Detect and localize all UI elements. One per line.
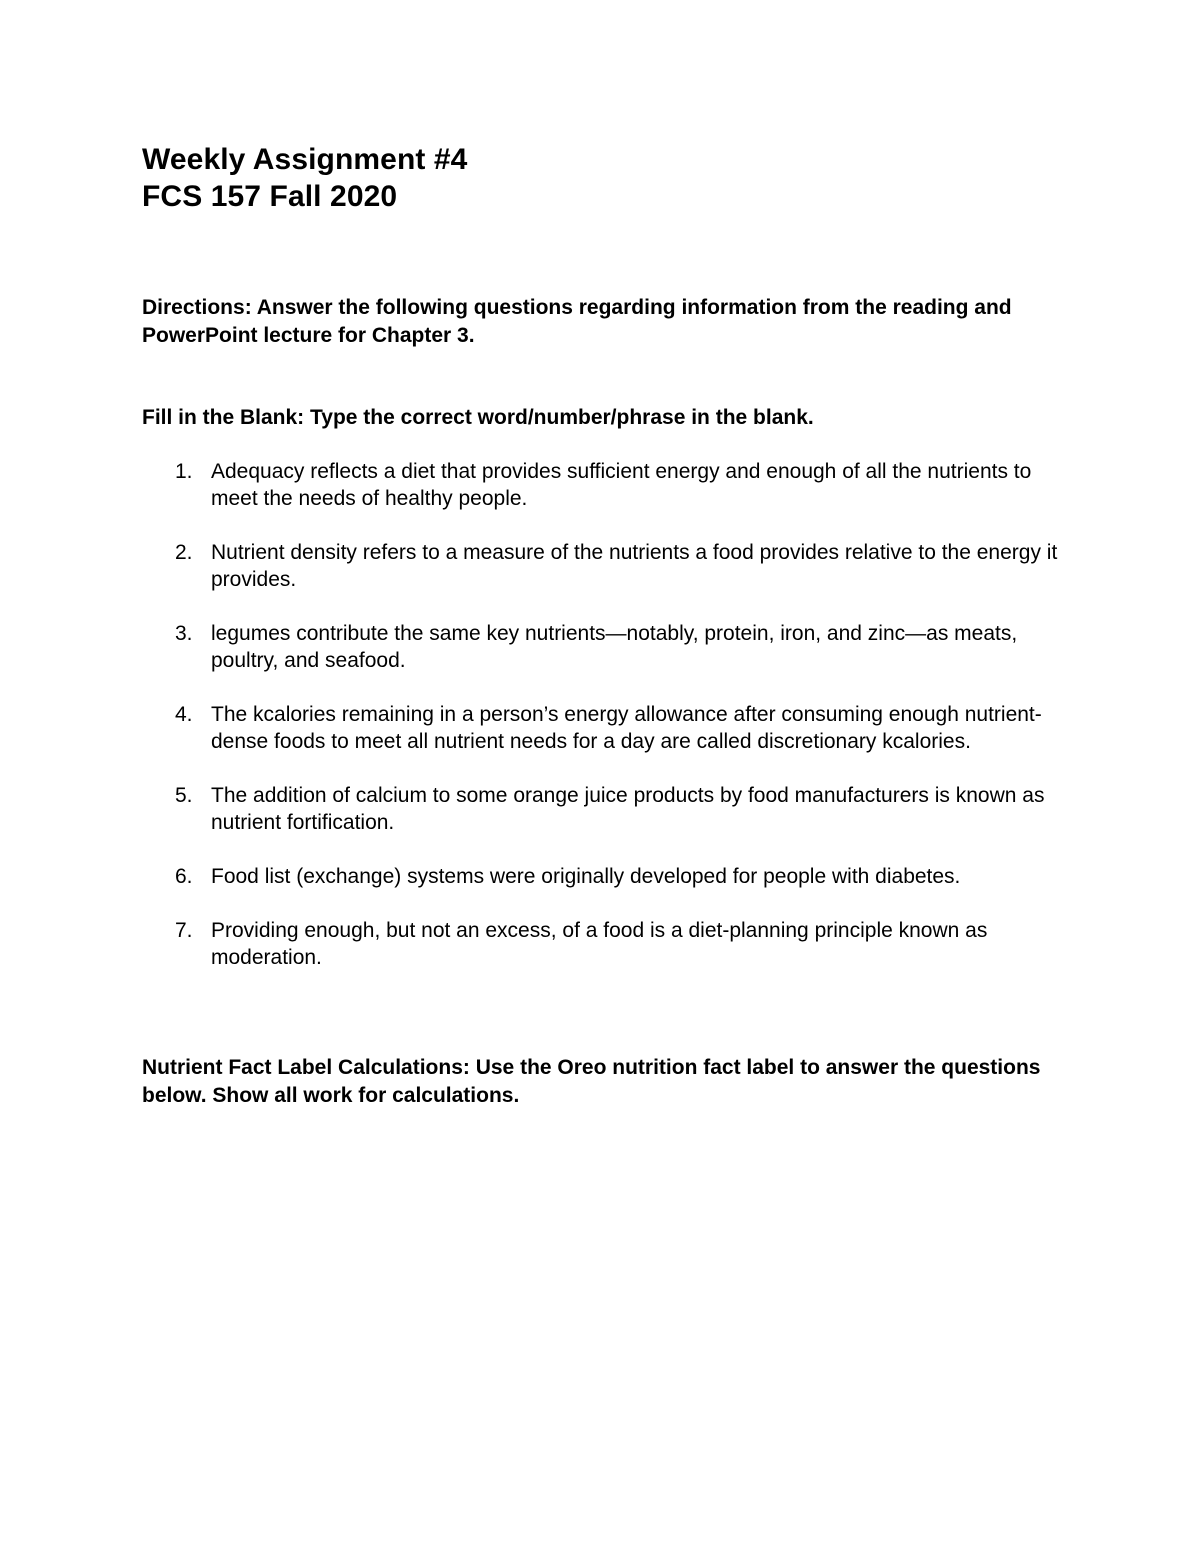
question-number: 2. [175, 541, 193, 564]
question-number: 7. [175, 919, 193, 942]
question-text: Providing enough, but not an excess, of a food is a diet-planning principle known as moderation. [211, 919, 988, 969]
question-item [142, 620, 1072, 674]
question-number: 6. [175, 865, 193, 888]
question-text: Adequacy reflects a diet that provides sufficient energy and enough of all the nutrients to meet the needs of healthy people. [211, 460, 1032, 510]
course-title: FCS 157 Fall 2020 [142, 180, 398, 213]
fill-in-blank-heading: Fill in the Blank: Type the correct word/number/phrase in the blank. [142, 406, 814, 429]
question-number: 5. [175, 784, 193, 807]
question-text: legumes contribute the same key nutrients—notably, protein, iron, and zinc—as meats, poultry, and seafood. [211, 622, 1018, 672]
question-item [142, 458, 1072, 512]
question-list [142, 458, 1072, 998]
question-item [142, 863, 1072, 890]
question-number: 4. [175, 703, 193, 726]
question-item [142, 917, 1072, 971]
question-item [142, 701, 1072, 755]
question-number: 1. [175, 460, 193, 483]
question-text: Nutrient density refers to a measure of the nutrients a food provides relative to the energy it provides. [211, 541, 1058, 591]
question-text: The addition of calcium to some orange juice products by food manufacturers is known as nutrient fortification. [211, 784, 1045, 834]
question-item [142, 782, 1072, 836]
question-text: The kcalories remaining in a person’s energy allowance after consuming enough nutrient- dense foods to meet all nutrient needs for a day are called discretionary kcalories. [211, 703, 1042, 753]
calculations-heading: Nutrient Fact Label Calculations: Use the Oreo nutrition fact label to answer the questions below. Show all work for calculations. [142, 1056, 1041, 1107]
question-text: Food list (exchange) systems were originally developed for people with diabetes. [211, 865, 961, 888]
assignment-title: Weekly Assignment #4 [142, 143, 468, 176]
document-title-block [142, 141, 1042, 215]
question-item [142, 539, 1072, 593]
directions-text: Directions: Answer the following questions regarding information from the reading and PowerPoint lecture for Chapter 3. [142, 296, 1012, 347]
question-number: 3. [175, 622, 193, 645]
